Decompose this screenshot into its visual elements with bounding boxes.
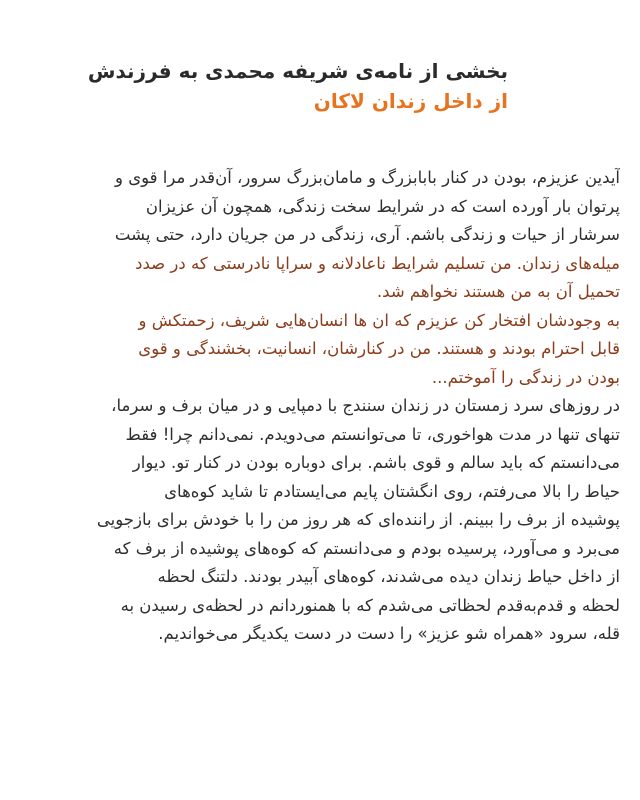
page-title: بخشی از نامه‌ی شریفه محمدی به فرزندش (87, 59, 508, 83)
letter-line: تنهای تنها در مدت هواخوری، تا می‌توانستم می‌دویدم. نمی‌دانم چرا! فقط (125, 424, 620, 444)
letter-line: بودن در زندگی را آموختم... (431, 367, 620, 387)
letter-line: تحمیل آن به من هستند نخواهم شد. (376, 282, 620, 301)
page-subtitle: از داخل زندان لاکان (313, 89, 508, 113)
letter-line: پوشیده از برف را ببینم. از راننده‌ای که هر روز من را با خودش برای بازجویی (96, 510, 620, 529)
letter-line: لحظه و قدم‌به‌قدم لحظاتی می‌شدم که با همنوردانم در لحظه‌ی رسیدن به (120, 595, 620, 615)
letter-line: در روزهای سرد زمستان در زندان سنندج با دمپایی و در میان برف و سرما، (111, 396, 620, 415)
letter-line: می‌دانستم که باید سالم و قوی باشم. برای دوباره بودن در کنار تو. دیوار (132, 453, 620, 472)
letter-header (40, 56, 508, 116)
letter-line: از داخل حیاط زندان دیده می‌شدند، کوه‌های آبیدر بودند. دلتنگ لحظه (157, 567, 620, 586)
letter-line: می‌برد و می‌آورد، پرسیده بودم و می‌دانستم که کوه‌های پوشیده از برف که (113, 538, 620, 558)
letter-body (16, 164, 620, 649)
letter-line: آیدین عزیزم، بودن در کنار بابابزرگ و مامان‌بزرگ سرور، آن‌قدر مرا قوی و (115, 168, 620, 187)
letter-line: به وجودشان افتخار کن عزیزم که ان ها انسان‌هایی شریف، زحمتکش و (138, 310, 620, 330)
letter-line: میله‌های زندان. من تسلیم شرایط ناعادلانه و سراپا نادرستی که در صدد (135, 253, 620, 273)
letter-line: سرشار از حیات و زندگی باشم. آری، زندگی در من جریان دارد، حتی پشت (114, 225, 620, 244)
letter-line: پرتوان بار آورده است که در شرایط سخت زندگی، همچون آن عزیزان (145, 196, 620, 216)
letter-line: قله، سرود «همراه شو عزیز» را دست در دست یکدیگر می‌خواندیم. (158, 624, 620, 643)
letter-line: قابل احترام بودند و هستند. من در کنارشان، انسانیت، بخشندگی و قوی (138, 339, 620, 358)
letter-line: حیاط را بالا می‌رفتم، روی انگشتان پایم می‌ایستادم تا شاید کوه‌های (164, 481, 620, 501)
